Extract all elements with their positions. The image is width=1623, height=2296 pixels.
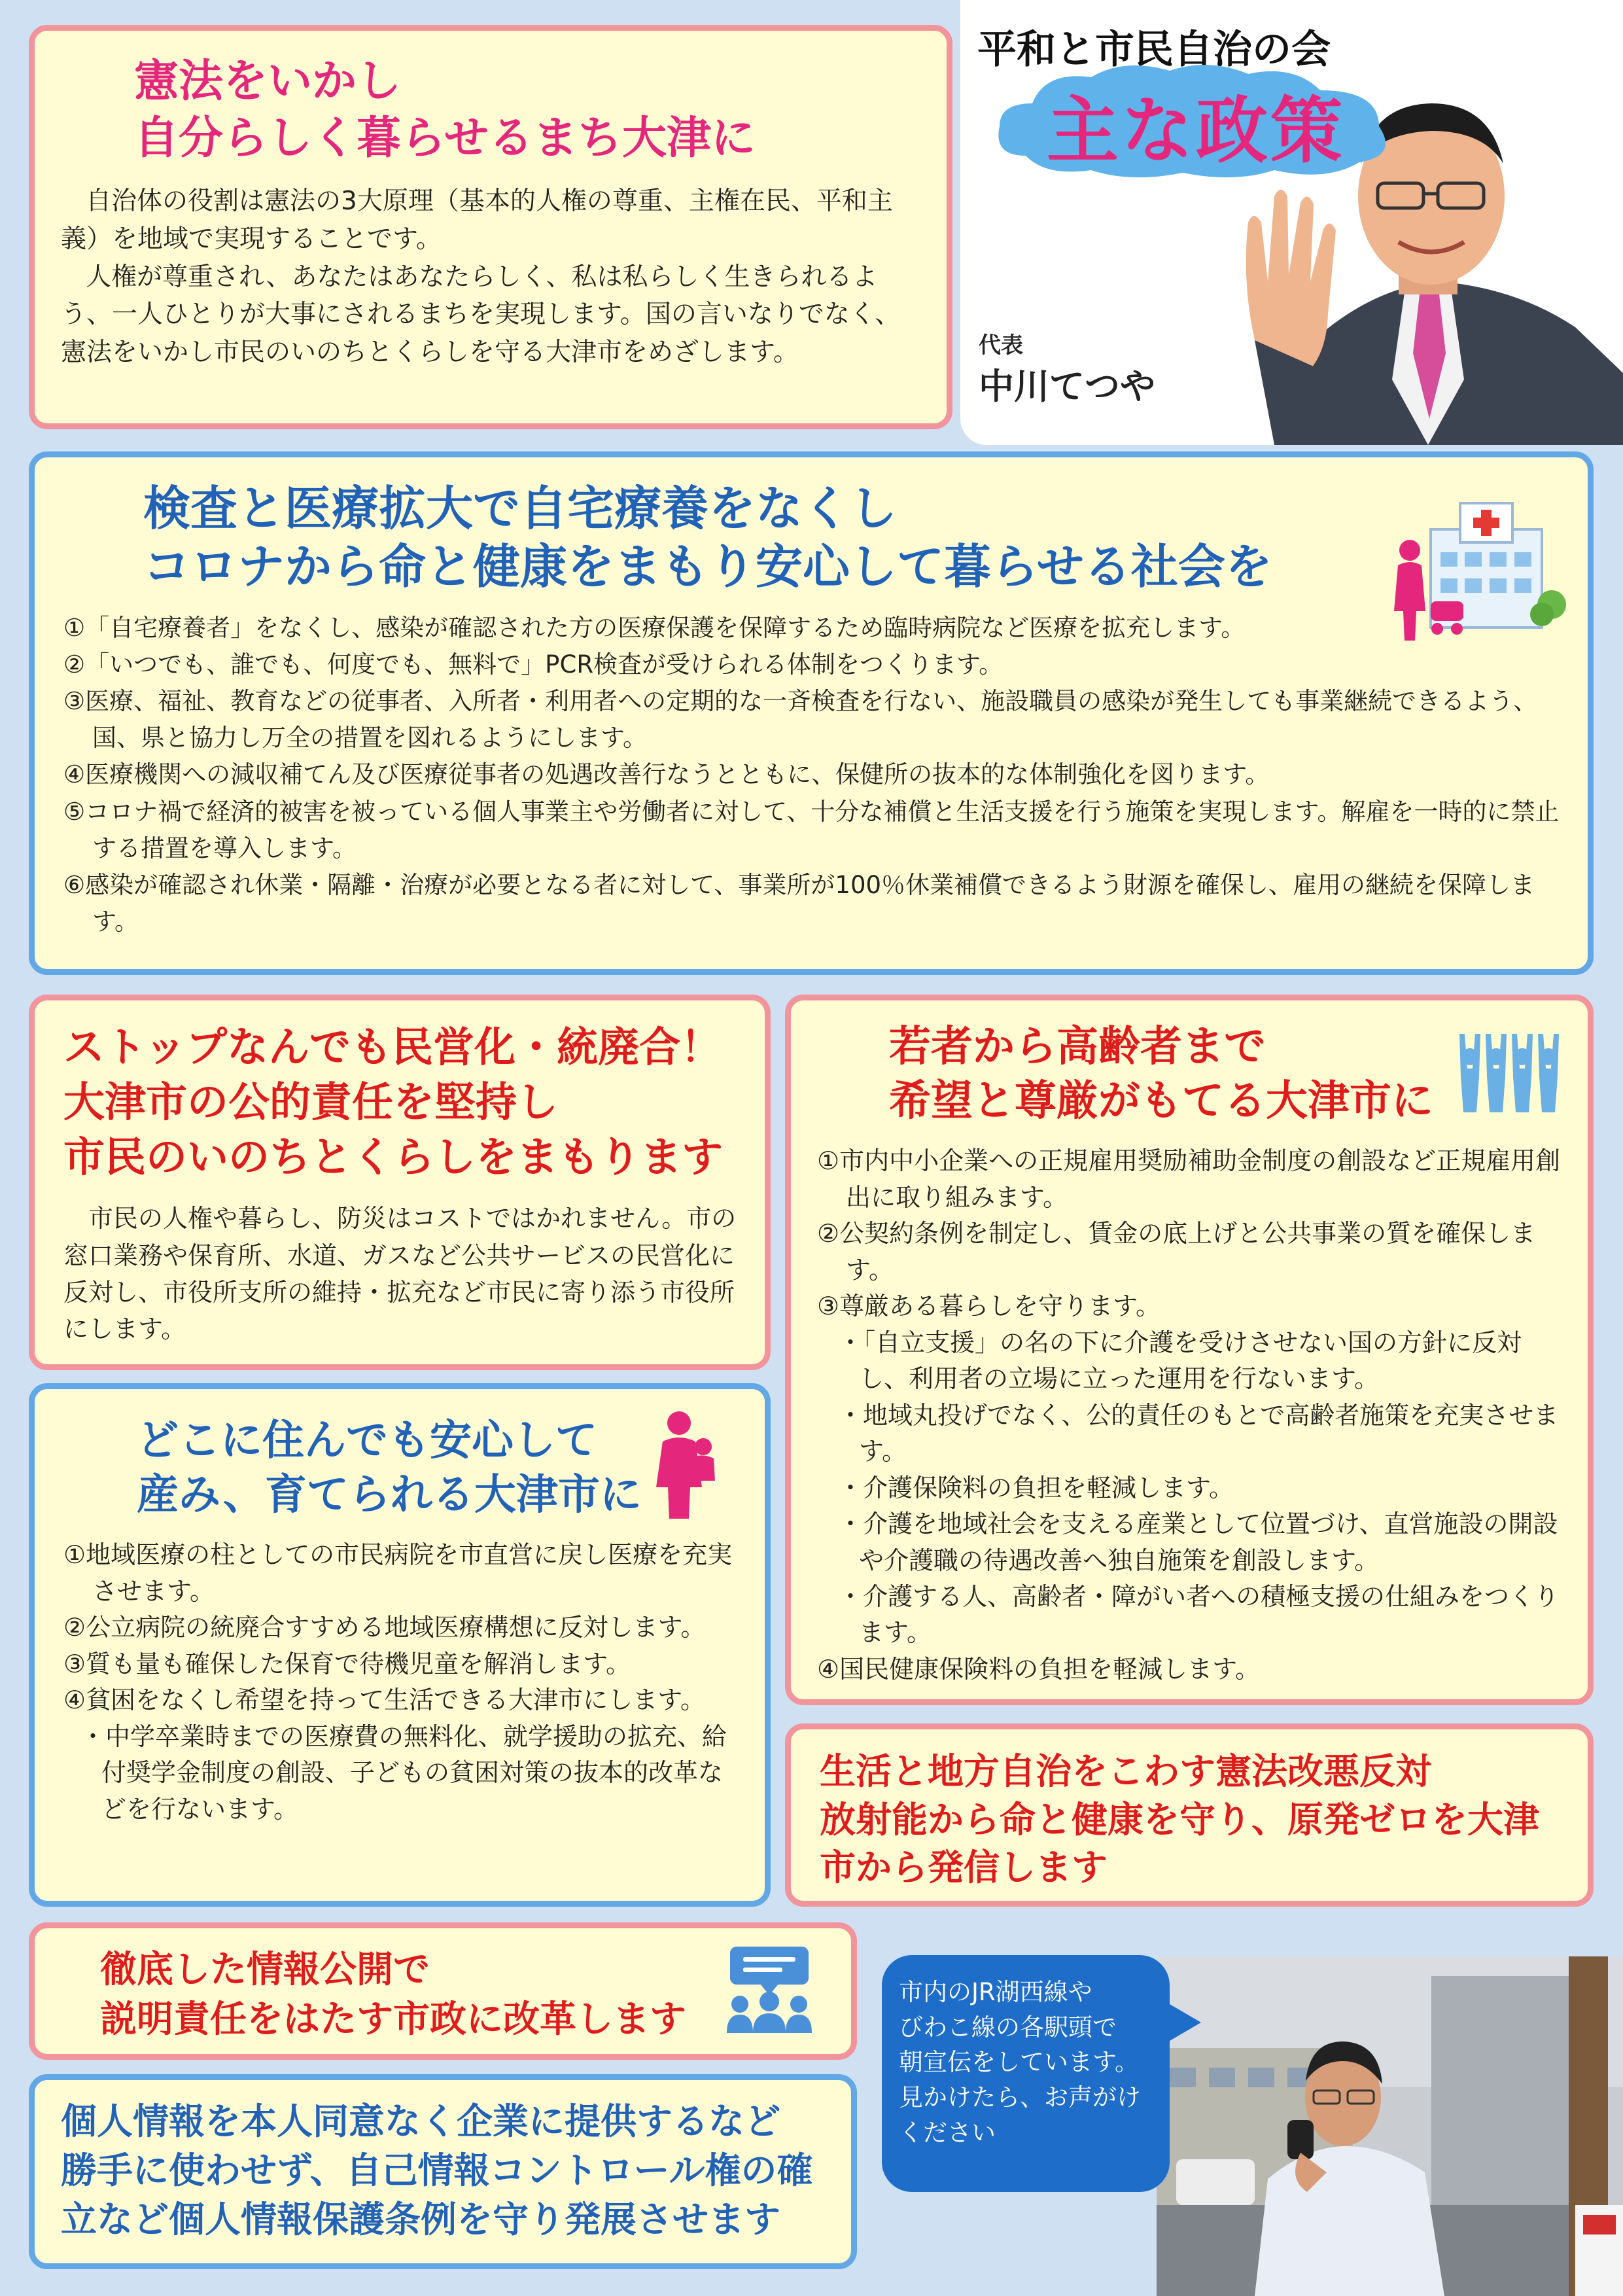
list-item: ①「自宅療養者」をなくし、感染が確認された方の医療保護を保障するため臨時病院など医療を拡充します。 (63, 613, 1246, 642)
list-item: ⑥感染が確認され休業・隔離・治療が必要となる者に対して、事業所が100％休業補償できるよう財源を確保し、雇用の継続を保障します。 (63, 871, 1535, 936)
representative-name: 中川てつや (979, 365, 1155, 407)
mother-child-icon (650, 1409, 722, 1520)
corona-title: 検査と医療拡大で自宅療養をなくし コロナから命と健康をまもり安心して暮らせる社会を (143, 481, 1272, 595)
constitution-title: 憲法をいかし 自分らしく暮らせるまち大津に (134, 56, 756, 165)
sub-item: ・地域丸投げでなく、公的責任のもとで高齢者施策を充実させます。 (838, 1400, 1559, 1466)
sub-item: ・介護を地域社会を支える産業として位置づけ、直営施設の開設や介護職の待遇改善へ独自施策を創設します。 (838, 1510, 1558, 1575)
youth-title: 若者から高齢者まで 希望と尊厳がもてる大津市に (889, 1023, 1433, 1126)
representative-label: 代表 (979, 332, 1023, 359)
section-constitution-reform (785, 1723, 1594, 1907)
childcare-title: どこに住んでも安心して 産み、育てられる大津市に (137, 1417, 642, 1520)
org-name: 平和と市民自治の会 (977, 27, 1331, 73)
policy-title: 主な政策 (1047, 89, 1345, 173)
disclosure-title: 徹底した情報公開で 説明責任をはたす市政に改革します (100, 1949, 686, 2041)
section-privatization (29, 995, 771, 1370)
list-item: ④医療機関への減収補てん及び医療従事者の処遇改善行なうとともに、保健所の抜本的な体制強化を図ります。 (63, 760, 1270, 789)
youth-list (817, 1143, 1568, 1687)
section-childcare (29, 1383, 771, 1907)
meeting-chat-icon (720, 1944, 818, 2036)
sub-item: ・介護する人、高齢者・障がい者への積極支援の仕組みをつくります。 (838, 1582, 1560, 1648)
list-item: ①市内中小企業への正規雇用奨励補助金制度の創設など正規雇用創出に取り組みます。 (817, 1146, 1561, 1212)
constitution-paragraph: 人権が尊重され、あなたはあなたらしく、私は私らしく生きられるよう、一人ひとりが大事にされるまちを実現します。国の言いなりでなく、憲法をいかし市民のいのちとくらしを守る大津市をめざします。 (61, 262, 901, 367)
section-youth-elderly (785, 995, 1594, 1705)
list-item: ②公契約条例を制定し、賃金の底上げと公共事業の質を確保します。 (817, 1219, 1536, 1284)
constitution-reform-text: 生活と地方自治をこわす憲法改悪反対 放射能から命と健康を守り、原発ゼロを大津 市から発信します (820, 1750, 1540, 1889)
header-panel (960, 0, 1623, 445)
speech-bubble: 市内のJR湖西線や びわこ線の各駅頭で 朝宣伝をしています。 見かけたら、お声がけ ください (882, 1955, 1170, 2192)
section-privacy (29, 2074, 857, 2269)
list-item: ③医療、福祉、教育などの従事者、入所者・利用者への定期的な一斉検査を行ない、施設職員の感染が発生しても事業継続できるよう、国、県と協力し万全の措置を図れるようにします。 (63, 687, 1538, 752)
sub-item: ・「自立支援」の名の下に介護を受けさせない国の方針に反対し、利用者の立場に立った運用を行ないます。 (838, 1328, 1522, 1394)
privacy-text: 個人情報を本人同意なく企業に提供するなど 勝手に使わせず、自己情報コントロール権の確 立など個人情報保護条例を守り発展させます (61, 2100, 813, 2240)
list-item: ②公立病院の統廃合すすめる地域医療構想に反対します。 (63, 1613, 706, 1642)
constitution-paragraph: 自治体の役割は憲法の3大原理（基本的人権の尊重、主権在民、平和主義）を地域で実現することです。 (61, 186, 893, 254)
sub-item: ・介護保険料の負担を軽減します。 (838, 1473, 1234, 1502)
list-item: ③質も量も確保した保育で待機児童を解消します。 (63, 1649, 631, 1678)
privatization-paragraph: 市民の人権や暮らし、防災はコストではかれません。市の窓口業務や保育所、水道、ガスなど公共サービスの民営化に反対し、市役所支所の維持・拡充など市民に寄り添う市役所にします。 (63, 1204, 737, 1344)
list-item: ④国民健康保険料の負担を軽減します。 (817, 1654, 1261, 1684)
hospital-icon (1385, 490, 1568, 647)
childcare-list (63, 1537, 742, 1828)
corona-list (63, 610, 1562, 941)
list-item: ①地域医療の柱としての市民病院を市直営に戻し医療を充実させます。 (63, 1540, 733, 1606)
list-item: ②「いつでも、誰でも、何度でも、無料で」PCR検査が受けられる体制をつくります。 (63, 650, 1003, 679)
people-raising-hands-icon (1450, 1031, 1568, 1116)
sub-item: ・中学卒業時までの医療費の無料化、就学援助の拡充、給付奨学金制度の創設、子どもの貧困対策の抜本的改革などを行ないます。 (80, 1722, 727, 1824)
list-item: ③尊厳ある暮らしを守ります。 (817, 1292, 1161, 1321)
list-item: ④貧困をなくし希望を持って生活できる大津市にします。 (63, 1686, 706, 1715)
constitution-body (61, 183, 920, 372)
list-item: ⑤コロナ禍で経済的被害を被っている個人事業主や労働者に対して、十分な補償と生活支援を行う施策を実現します。解雇を一時的に禁止する措置を導入します。 (63, 797, 1560, 862)
section-disclosure (29, 1922, 857, 2060)
privatization-title: ストップなんでも民営化・統廃合！ 大津市の公的責任を堅持し 市民のいのちとくらしをまもります (63, 1023, 723, 1181)
section-corona (29, 451, 1594, 975)
section-constitution (29, 25, 952, 429)
street-speech-photo (1157, 1956, 1623, 2296)
